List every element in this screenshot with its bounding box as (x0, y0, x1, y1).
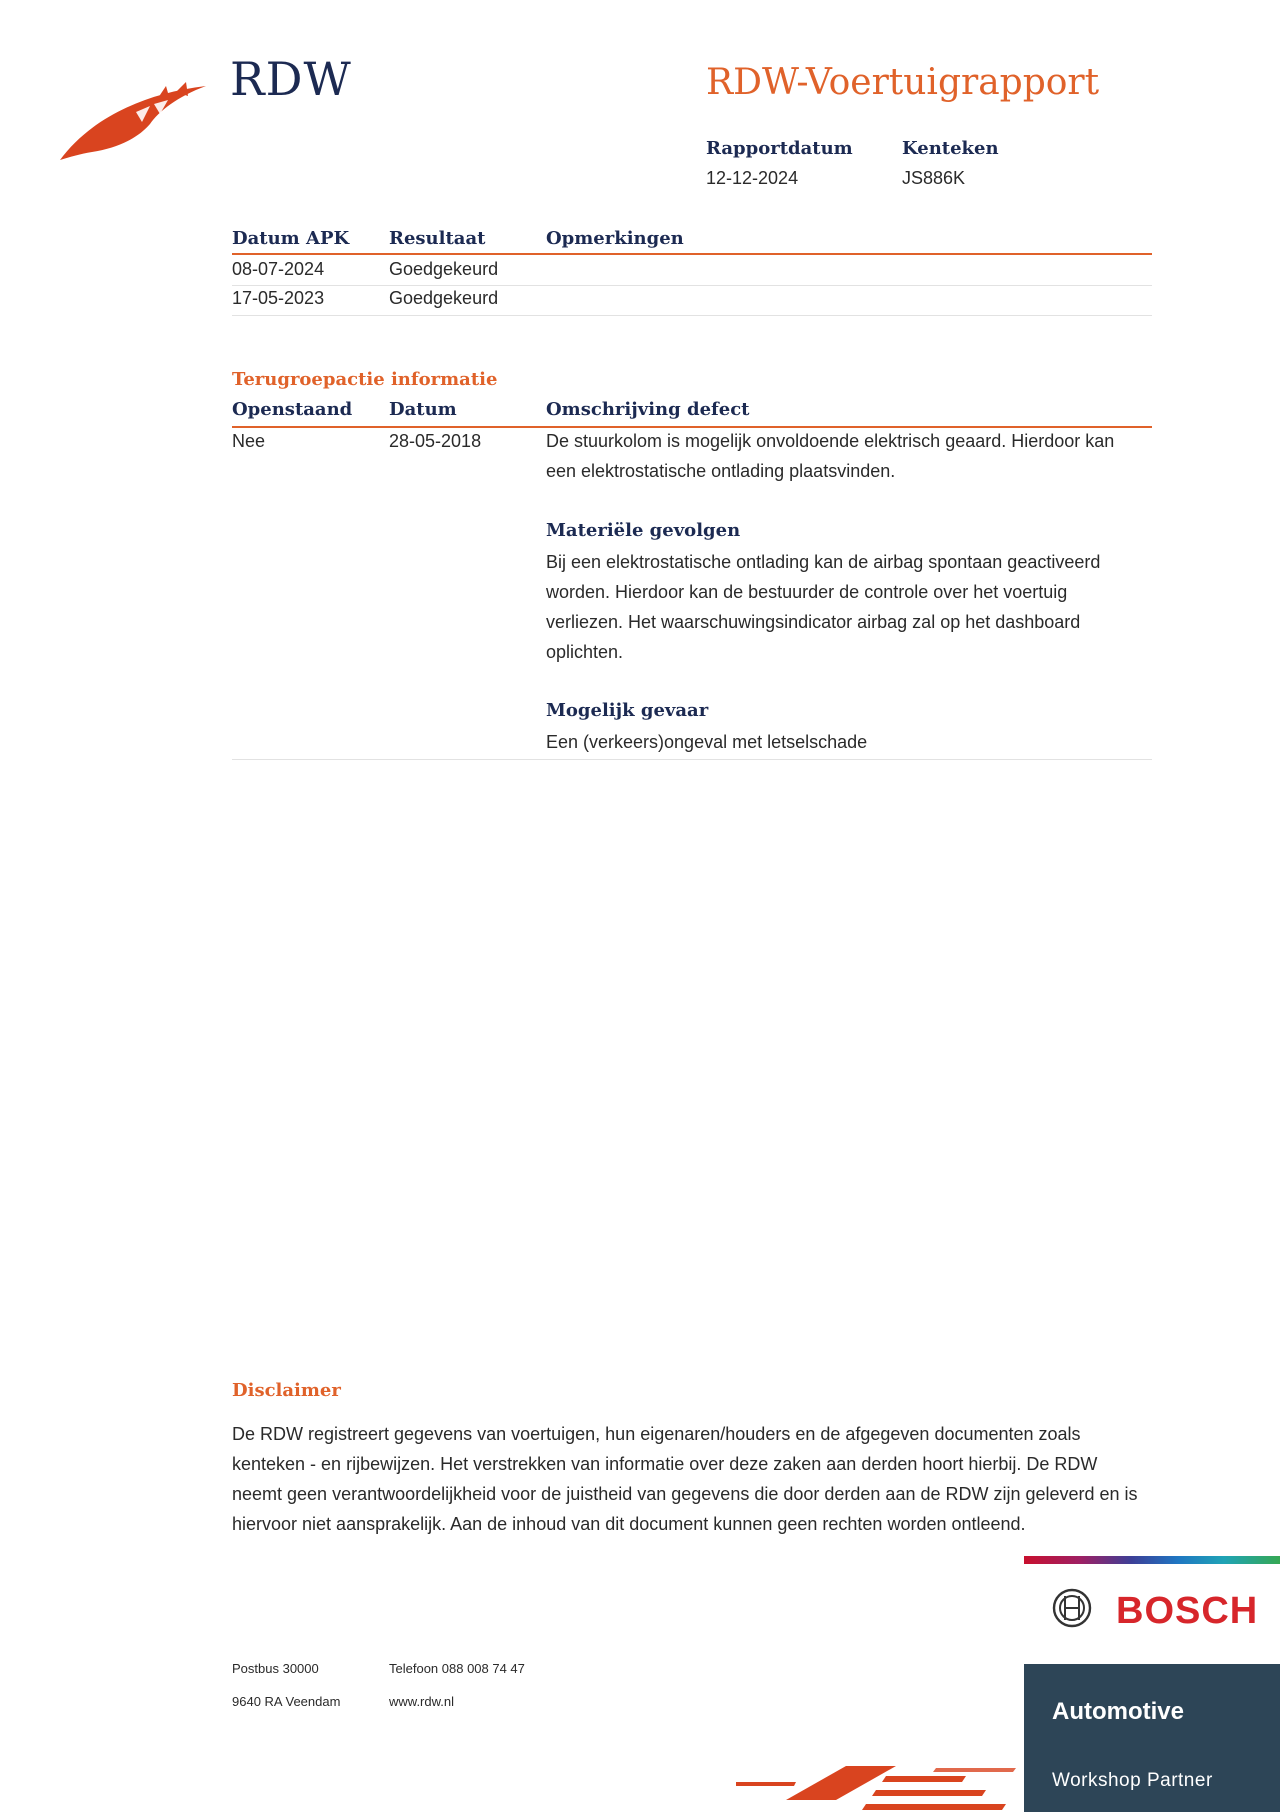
report-date-label: Rapportdatum (706, 138, 853, 159)
apk-row-1-result: Goedgekeurd (389, 259, 499, 279)
recall-table-bottom-rule (232, 759, 1152, 760)
rdw-leaf-icon (58, 82, 210, 162)
disclaimer-text: De RDW registreert gegevens van voertuigen, hun eigenaren/houders en de afgegeven documenten zoals kenteken - en rijbewijzen. Het verstrekken van informatie over deze zaken aan derden hoort hierbij. De RDW neemt geen verantwoordelijkheid voor de juistheid van gegevens die door derden aan de RDW zijn geleverd en is hiervoor niet aansprakelijk. Aan de inhoud van dit document kunnen geen rechten worden ontleend. (232, 1424, 1138, 1534)
plate-label: Kenteken (902, 138, 999, 159)
disclaimer-title: Disclaimer (232, 1380, 341, 1401)
footer-website: www.rdw.nl (389, 1694, 455, 1709)
recall-col-open: Openstaand (232, 399, 353, 420)
consequences-title: Materiële gevolgen (546, 520, 741, 541)
footer-postbus: Postbus 30000 (232, 1661, 319, 1676)
rdw-footer-stripes-icon (736, 1760, 1026, 1812)
recall-description: De stuurkolom is mogelijk onvoldoende elektrisch geaard. Hierdoor kan een elektrostatische ontlading plaatsvinden. (546, 431, 1115, 481)
report-date-value: 12-12-2024 (706, 168, 799, 188)
bosch-automotive-text: Automotive (1052, 1698, 1184, 1725)
apk-row-2-date: 17-05-2023 (232, 288, 325, 308)
bosch-brand-text: BOSCH (1116, 1590, 1259, 1632)
footer-city: 9640 RA Veendam (232, 1694, 341, 1709)
apk-row-1-date: 08-07-2024 (232, 259, 325, 279)
recall-col-description: Omschrijving defect (546, 399, 750, 420)
plate-value: JS886K (902, 168, 966, 188)
bosch-color-stripe (1024, 1556, 1280, 1564)
bosch-info-panel (1024, 1664, 1280, 1812)
recall-col-date: Datum (389, 399, 457, 420)
bosch-logo-area (1024, 1564, 1280, 1664)
apk-header-rule (232, 253, 1152, 255)
apk-col-date: Datum APK (232, 228, 350, 249)
apk-col-result: Resultaat (389, 228, 486, 249)
danger-text: Een (verkeers)ongeval met letselschade (546, 732, 868, 752)
rdw-logo-text: RDW (230, 52, 352, 106)
apk-col-remarks: Opmerkingen (546, 228, 684, 249)
recall-open-value: Nee (232, 431, 266, 451)
footer-phone: Telefoon 088 008 74 47 (389, 1661, 525, 1676)
bosch-partner-text: Workshop Partner (1052, 1770, 1213, 1791)
apk-row-2-result: Goedgekeurd (389, 288, 499, 308)
danger-title: Mogelijk gevaar (546, 700, 709, 721)
report-title: RDW-Voertuigrapport (706, 62, 1100, 103)
recall-section-title: Terugroepactie informatie (232, 369, 498, 390)
consequences-text: Bij een elektrostatische ontlading kan de airbag spontaan geactiveerd worden. Hierdoor kan de bestuurder de controle over het voertuig verliezen. Het waarschuwingsindicator airbag zal op het dashboard oplichten. (546, 552, 1101, 662)
apk-table-bottom-rule (232, 315, 1152, 316)
apk-row-divider (232, 285, 1152, 286)
recall-date-value: 28-05-2018 (389, 431, 482, 451)
bosch-armature-icon (1052, 1588, 1092, 1628)
bosch-partner-badge (1024, 1556, 1280, 1812)
